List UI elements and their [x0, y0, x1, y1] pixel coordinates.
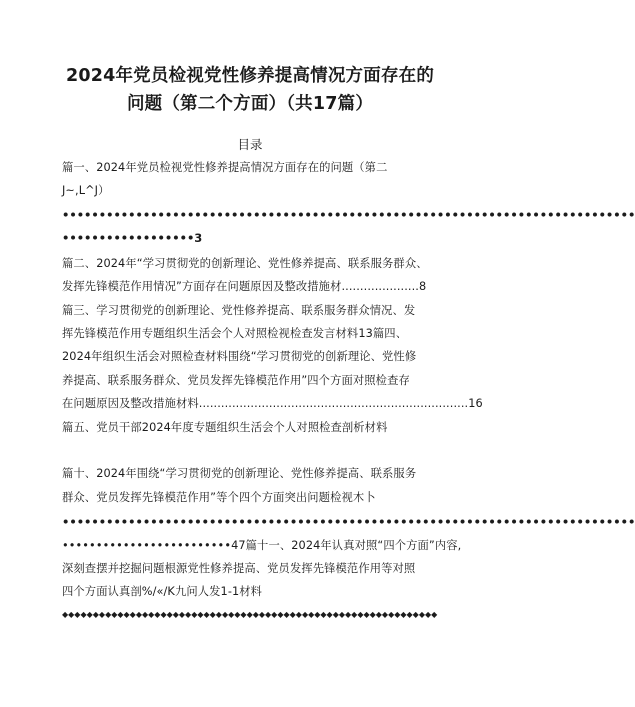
toc-entry-4-line-1: 2024年组织生活会对照检查材料围绕“学习贯彻党的创新理论、党性修 [62, 350, 417, 363]
toc-entry-2-line-1: 篇二、2024年“学习贯彻党的创新理论、党性修养提高、联系服务群众、 [62, 257, 428, 270]
toc-entry-11-leader-diamonds: ◆◆◆◆◆◆◆◆◆◆◆◆◆◆◆◆◆◆◆◆◆◆◆◆◆◆◆◆◆◆◆◆◆◆◆◆◆◆◆◆◆◆◆◆◆◆◆◆◆◆◆◆◆◆◆◆◆◆◆◆◆ [62, 610, 438, 619]
toc-entry-5: 篇五、党员干部2024年度专题组织生活会个人对照检查剖析材料 [62, 421, 388, 434]
toc-entry-1-line-2: J~,L^J） [62, 184, 110, 197]
toc-entry-3-line-2: 挥先锋模范作用专题组织生活会个人对照检视检查发言材料13篇四、 [62, 327, 408, 340]
toc-heading: 目录 [237, 137, 263, 152]
toc-entry-1-leader-dots: •••••••••••••••••••••••••••••••••••••••••••••••••••••••••••••••••••••••••••••• [62, 208, 635, 222]
document-title-line-1: 2024年党员检视党性修养提高情况方面存在的 [65, 66, 435, 86]
toc-entry-11-line-2: 深刻查摆并挖掘问题根源党性修养提高、党员发挥先锋模范作用等对照 [62, 562, 416, 575]
toc-entry-3-line-1: 篇三、学习贯彻党的创新理论、党性修养提高、联系服务群众情况、发 [62, 304, 416, 317]
toc-entry-1-line-1: 篇一、2024年党员检视党性修养提高情况方面存在的问题（第二 [62, 161, 388, 174]
document-title-line-2: 问题（第二个方面）（共17篇） [126, 94, 374, 114]
toc-entry-11-line-1: •••••••••••••••••••••••••47篇十一、2024年认真对照“四个方面”内容, [62, 539, 462, 552]
toc-entry-4-line-3: 在问题原因及整改措施材料.........................................................................16 [62, 397, 483, 410]
toc-entry-10-leader-dots: •••••••••••••••••••••••••••••••••••••••••••••••••••••••••••••••••••••••••••••• [62, 515, 635, 529]
toc-entry-4-line-2: 养提高、联系服务群众、党员发挥先锋模范作用”四个方面对照检查存 [62, 374, 410, 387]
toc-entry-10-line-2: 群众、党员发挥先锋模范作用”等个四个方面突出问题检视木卜 [62, 491, 376, 504]
toc-entry-2-line-2: 发挥先锋模范作用情况”方面存在问题原因及整改措施材.....................8 [62, 280, 427, 293]
toc-entry-1-page-ref: ••••••••••••••••••3 [62, 231, 203, 245]
toc-entry-11-line-3: 四个方面认真剖%/«/K九问人发1-1材料 [62, 585, 263, 598]
toc-entry-10-line-1: 篇十、2024年围绕“学习贯彻党的创新理论、党性修养提高、联系服务 [62, 467, 417, 480]
